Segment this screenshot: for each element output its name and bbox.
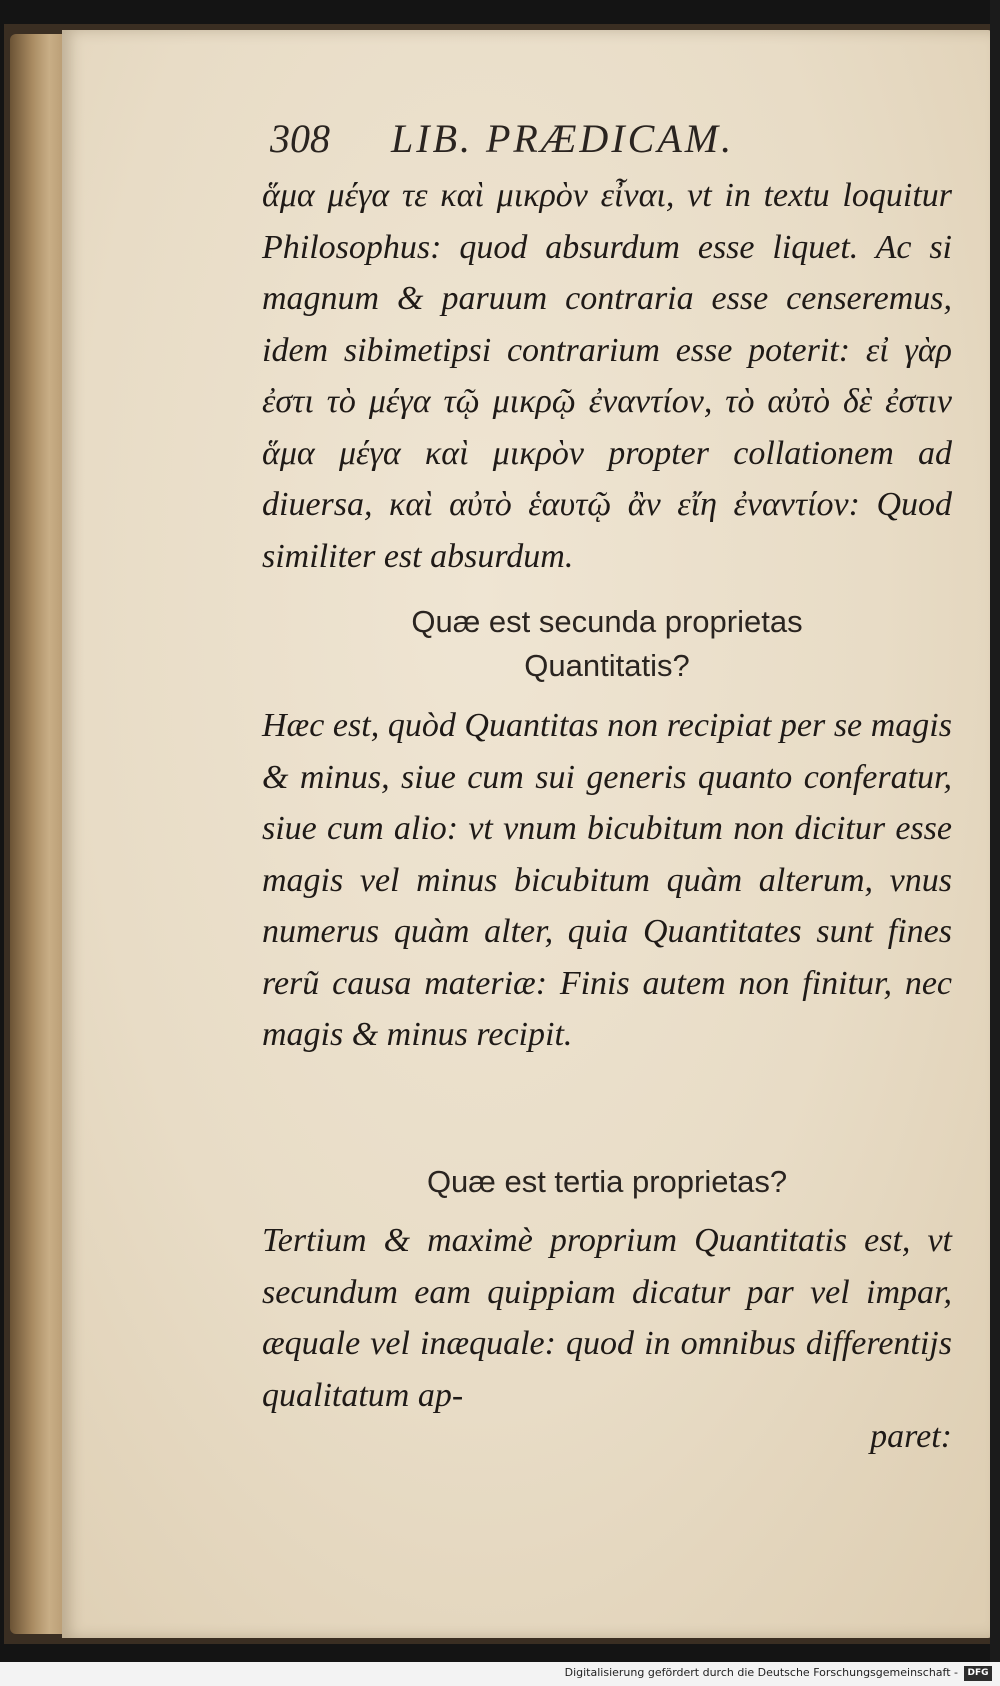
running-header bbox=[270, 115, 734, 162]
paragraph-2: Hæc est, quòd Quantitas non recipiat per se magis & minus, siue cum sui generis quanto conferatur, siue cum alio: vt vnum bicubitum non dicitur esse magis vel minus bicubitum quàm alterum, vnus numerus quàm alter, quia Quantitates sunt fines rerũ causa materiæ: Finis autem non finitur, nec magis & minus recipit. bbox=[262, 707, 952, 1053]
question-heading-1 bbox=[262, 600, 952, 688]
footer-credit: Digitalisierung gefördert durch die Deutsche Forschungsgemeinschaft - bbox=[564, 1666, 958, 1679]
paragraph-3: Tertium & maximè proprium Quantitatis est, vt secundum eam quippiam dicatur par vel impar, æquale vel inæquale: quod in omnibus differentijs qualitatum ap- bbox=[262, 1222, 952, 1414]
paragraph-1: ἅμα μέγα τε καὶ μικρὸν εἶναι, vt in textu loquitur Philosophus: quod absurdum esse liquet. Ac si magnum & paruum contraria esse censeremus, idem sibimetipsi contrarium esse poterit: εἰ γὰρ ἐστι τὸ μέγα τῷ μικρῷ ἐναντίον, τὸ αὐτὸ δὲ ἐστιν ἅμα μέγα καὶ μικρὸν propter collationem ad diuersa, καὶ αὐτὸ ἑαυτῷ ἂν εἴη ἐναντίον: Quod similiter est absurdum. bbox=[262, 177, 952, 575]
question-heading-1-line-2: Quantitatis? bbox=[524, 648, 690, 683]
question-heading-2: Quæ est tertia proprietas? bbox=[426, 1164, 788, 1199]
scan-border bbox=[990, 0, 1000, 1686]
footer-bar bbox=[0, 1662, 1000, 1686]
page-edge bbox=[10, 34, 66, 1634]
question-heading-1-line-1: Quæ est secunda proprietas bbox=[411, 604, 803, 639]
catchword: paret: bbox=[870, 1418, 952, 1455]
running-head-title: LIB. PRÆDICAM. bbox=[391, 116, 735, 161]
dfg-logo: DFG bbox=[964, 1666, 992, 1681]
page-number: 308 bbox=[270, 116, 330, 161]
